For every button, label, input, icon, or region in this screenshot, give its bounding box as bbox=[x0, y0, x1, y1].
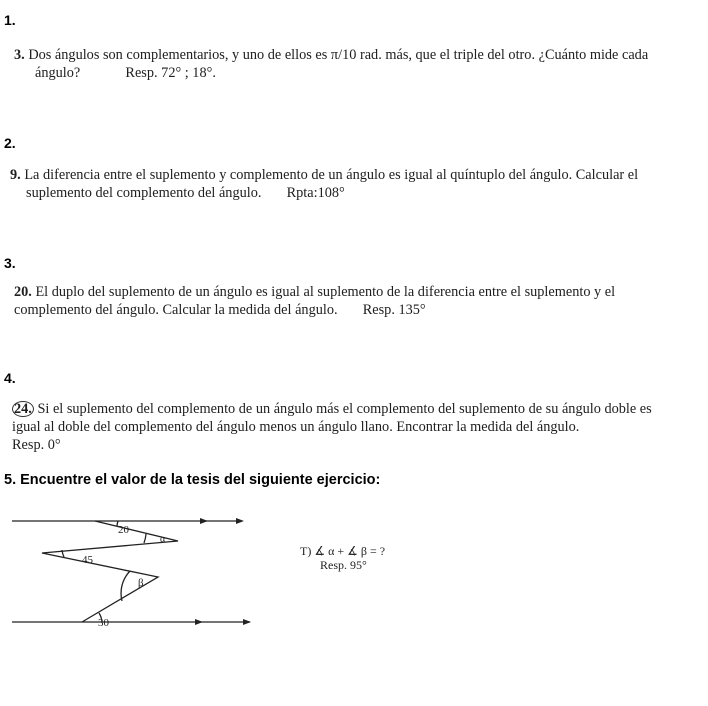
problem-3-label: 3. bbox=[4, 255, 16, 271]
geometry-figure bbox=[0, 505, 290, 635]
angle-label-20: 20 bbox=[118, 524, 129, 536]
problem-3-answer: Resp. 135° bbox=[362, 302, 426, 318]
problem-5-heading: 5. Encuentre el valor de la tesis del siguiente ejercicio: bbox=[4, 472, 381, 488]
problem-1-source-number: 3. bbox=[14, 47, 25, 63]
problem-1-line1: Dos ángulos son complementarios, y uno de ellos es π/10 rad. más, que el triple del otro. ¿Cuánto mide cada bbox=[28, 47, 649, 63]
problem-2-line1: La diferencia entre el suplemento y complemento de un ángulo es igual al quíntuplo del ángulo. Calcular el bbox=[24, 167, 639, 183]
arrow-bottom-2 bbox=[243, 619, 251, 625]
problem-2-line2: suplemento del complemento del ángulo. bbox=[26, 185, 262, 201]
angle-label-beta: β bbox=[138, 577, 144, 589]
arrow-top-2 bbox=[236, 518, 244, 524]
problem-3-line1: El duplo del suplemento de un ángulo es igual al suplemento de la diferencia entre el suplemento y el bbox=[35, 284, 616, 300]
problem-4-line2: igual al doble del complemento del ángulo menos un ángulo llano. Encontrar la medida del ángulo. bbox=[12, 419, 580, 435]
problem-4-line1: Si el suplemento del complemento de un ángulo más el complemento del suplemento de su ángulo doble es bbox=[37, 401, 652, 417]
zigzag-line bbox=[42, 521, 178, 622]
angle-label-30: 30 bbox=[98, 617, 109, 629]
problem-1-line2: ángulo? bbox=[35, 65, 81, 81]
arrow-top-1 bbox=[200, 518, 208, 524]
problem-2-label: 2. bbox=[4, 135, 16, 151]
angle-label-alpha: α bbox=[160, 534, 166, 545]
angle-label-45: 45 bbox=[82, 554, 93, 566]
problem-3-line2: complemento del ángulo. Calcular la medida del ángulo. bbox=[14, 302, 338, 318]
problem-1-answer: Resp. 72° ; 18°. bbox=[125, 65, 216, 81]
problem-5-answer: Resp. 95° bbox=[320, 558, 367, 572]
problem-4-source-number: 24. bbox=[14, 401, 32, 417]
problem-5-given bbox=[300, 544, 385, 572]
problem-4-label: 4. bbox=[4, 370, 16, 386]
problem-4-text bbox=[12, 400, 696, 454]
problem-5-thesis: T) ∡ α + ∡ β = ? bbox=[300, 544, 386, 558]
problem-1-text bbox=[14, 46, 694, 82]
problem-3-source-number: 20. bbox=[14, 284, 32, 300]
problem-2-answer: Rpta:108° bbox=[286, 185, 345, 201]
arc-alpha bbox=[144, 534, 146, 543]
arrow-bottom-1 bbox=[195, 619, 203, 625]
problem-1-label: 1. bbox=[4, 12, 16, 28]
problem-2-source-number: 9. bbox=[10, 167, 21, 183]
problem-2-text bbox=[10, 166, 700, 202]
problem-4-answer: Resp. 0° bbox=[12, 437, 61, 453]
problem-3-text bbox=[14, 283, 694, 319]
